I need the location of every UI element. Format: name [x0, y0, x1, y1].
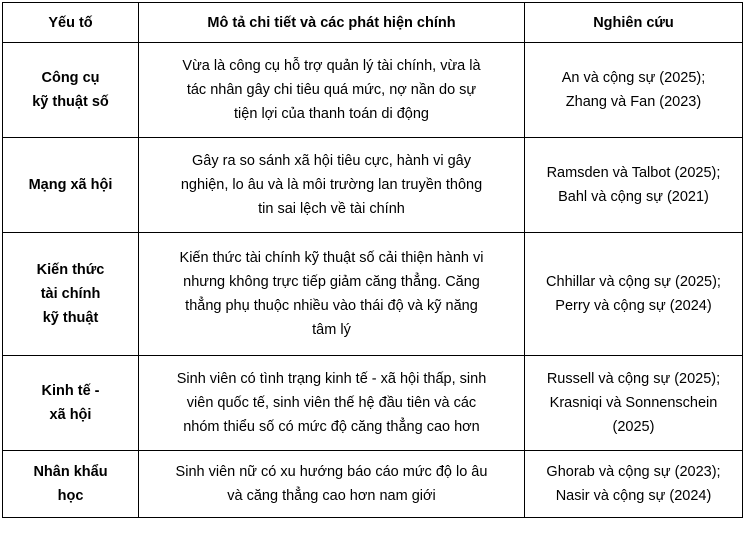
table-row	[3, 356, 743, 451]
description-line: nhưng không trực tiếp giảm căng thẳng. Căng	[183, 274, 480, 290]
description-cell	[139, 43, 525, 138]
factor-cell	[3, 233, 139, 356]
description-cell	[139, 356, 525, 451]
studies-cell	[525, 451, 743, 518]
header-description: Mô tả chi tiết và các phát hiện chính	[139, 3, 525, 43]
studies-cell	[525, 43, 743, 138]
description-line: Vừa là công cụ hỗ trợ quản lý tài chính, vừa là	[182, 58, 481, 74]
description-line: tin sai lệch về tài chính	[258, 201, 405, 217]
factor-line: Kinh tế -	[41, 383, 100, 399]
factor-line: Mạng xã hội	[28, 177, 113, 193]
factor-cell	[3, 451, 139, 518]
factor-line: Công cụ	[41, 70, 100, 86]
description-line: tiện lợi của thanh toán di động	[234, 106, 429, 122]
factor-line: tài chính	[40, 286, 101, 302]
studies-line: Krasniqi và Sonnenschein	[549, 395, 718, 411]
description-line: thẳng phụ thuộc nhiều vào thái độ và kỹ năng	[185, 298, 478, 314]
factor-line: kỹ thuật số	[32, 94, 109, 110]
description-line: viên quốc tế, sinh viên thế hệ đầu tiên và các	[186, 395, 477, 411]
studies-line: Ramsden và Talbot (2025);	[546, 165, 721, 181]
description-line: nhóm thiểu số có mức độ căng thẳng cao hơn	[183, 419, 480, 435]
studies-line: Ghorab và cộng sự (2023);	[546, 464, 721, 480]
studies-cell	[525, 233, 743, 356]
description-line: Sinh viên nữ có xu hướng báo cáo mức độ lo âu	[175, 464, 488, 480]
description-line: Kiến thức tài chính kỹ thuật số cải thiện hành vi	[179, 250, 484, 266]
description-line: Sinh viên có tình trạng kinh tế - xã hội thấp, sinh	[176, 371, 487, 387]
description-line: và căng thẳng cao hơn nam giới	[227, 488, 436, 504]
studies-line: Russell và cộng sự (2025);	[546, 371, 721, 387]
description-line: tâm lý	[312, 322, 351, 338]
header-row	[3, 3, 743, 43]
table-row	[3, 451, 743, 518]
description-line: tác nhân gây chi tiêu quá mức, nợ nần do sự	[186, 82, 477, 98]
factor-line: Nhân khẩu	[33, 464, 108, 480]
description-cell	[139, 233, 525, 356]
studies-line: (2025)	[612, 419, 655, 435]
header-factor: Yếu tố	[3, 3, 139, 43]
research-factors-table	[2, 2, 743, 518]
description-line: nghiện, lo âu và là môi trường lan truyền thông	[180, 177, 483, 193]
studies-line: An và cộng sự (2025);	[561, 70, 706, 86]
factor-cell	[3, 138, 139, 233]
table-row	[3, 138, 743, 233]
table-row	[3, 43, 743, 138]
header-studies: Nghiên cứu	[525, 3, 743, 43]
factor-cell	[3, 43, 139, 138]
factor-line: xã hội	[49, 407, 92, 423]
studies-line: Zhang và Fan (2023)	[565, 94, 702, 110]
description-line: Gây ra so sánh xã hội tiêu cực, hành vi gây	[192, 153, 471, 169]
table-row	[3, 233, 743, 356]
factor-line: Kiến thức	[36, 262, 105, 278]
factor-line: kỹ thuật	[42, 310, 99, 326]
studies-line: Bahl và cộng sự (2021)	[558, 189, 709, 205]
factor-line: học	[57, 488, 84, 504]
studies-cell	[525, 356, 743, 451]
description-cell	[139, 451, 525, 518]
studies-line: Chhillar và cộng sự (2025);	[546, 274, 721, 290]
studies-line: Perry và cộng sự (2024)	[555, 298, 712, 314]
description-cell	[139, 138, 525, 233]
studies-cell	[525, 138, 743, 233]
factor-cell	[3, 356, 139, 451]
studies-line: Nasir và cộng sự (2024)	[555, 488, 712, 504]
